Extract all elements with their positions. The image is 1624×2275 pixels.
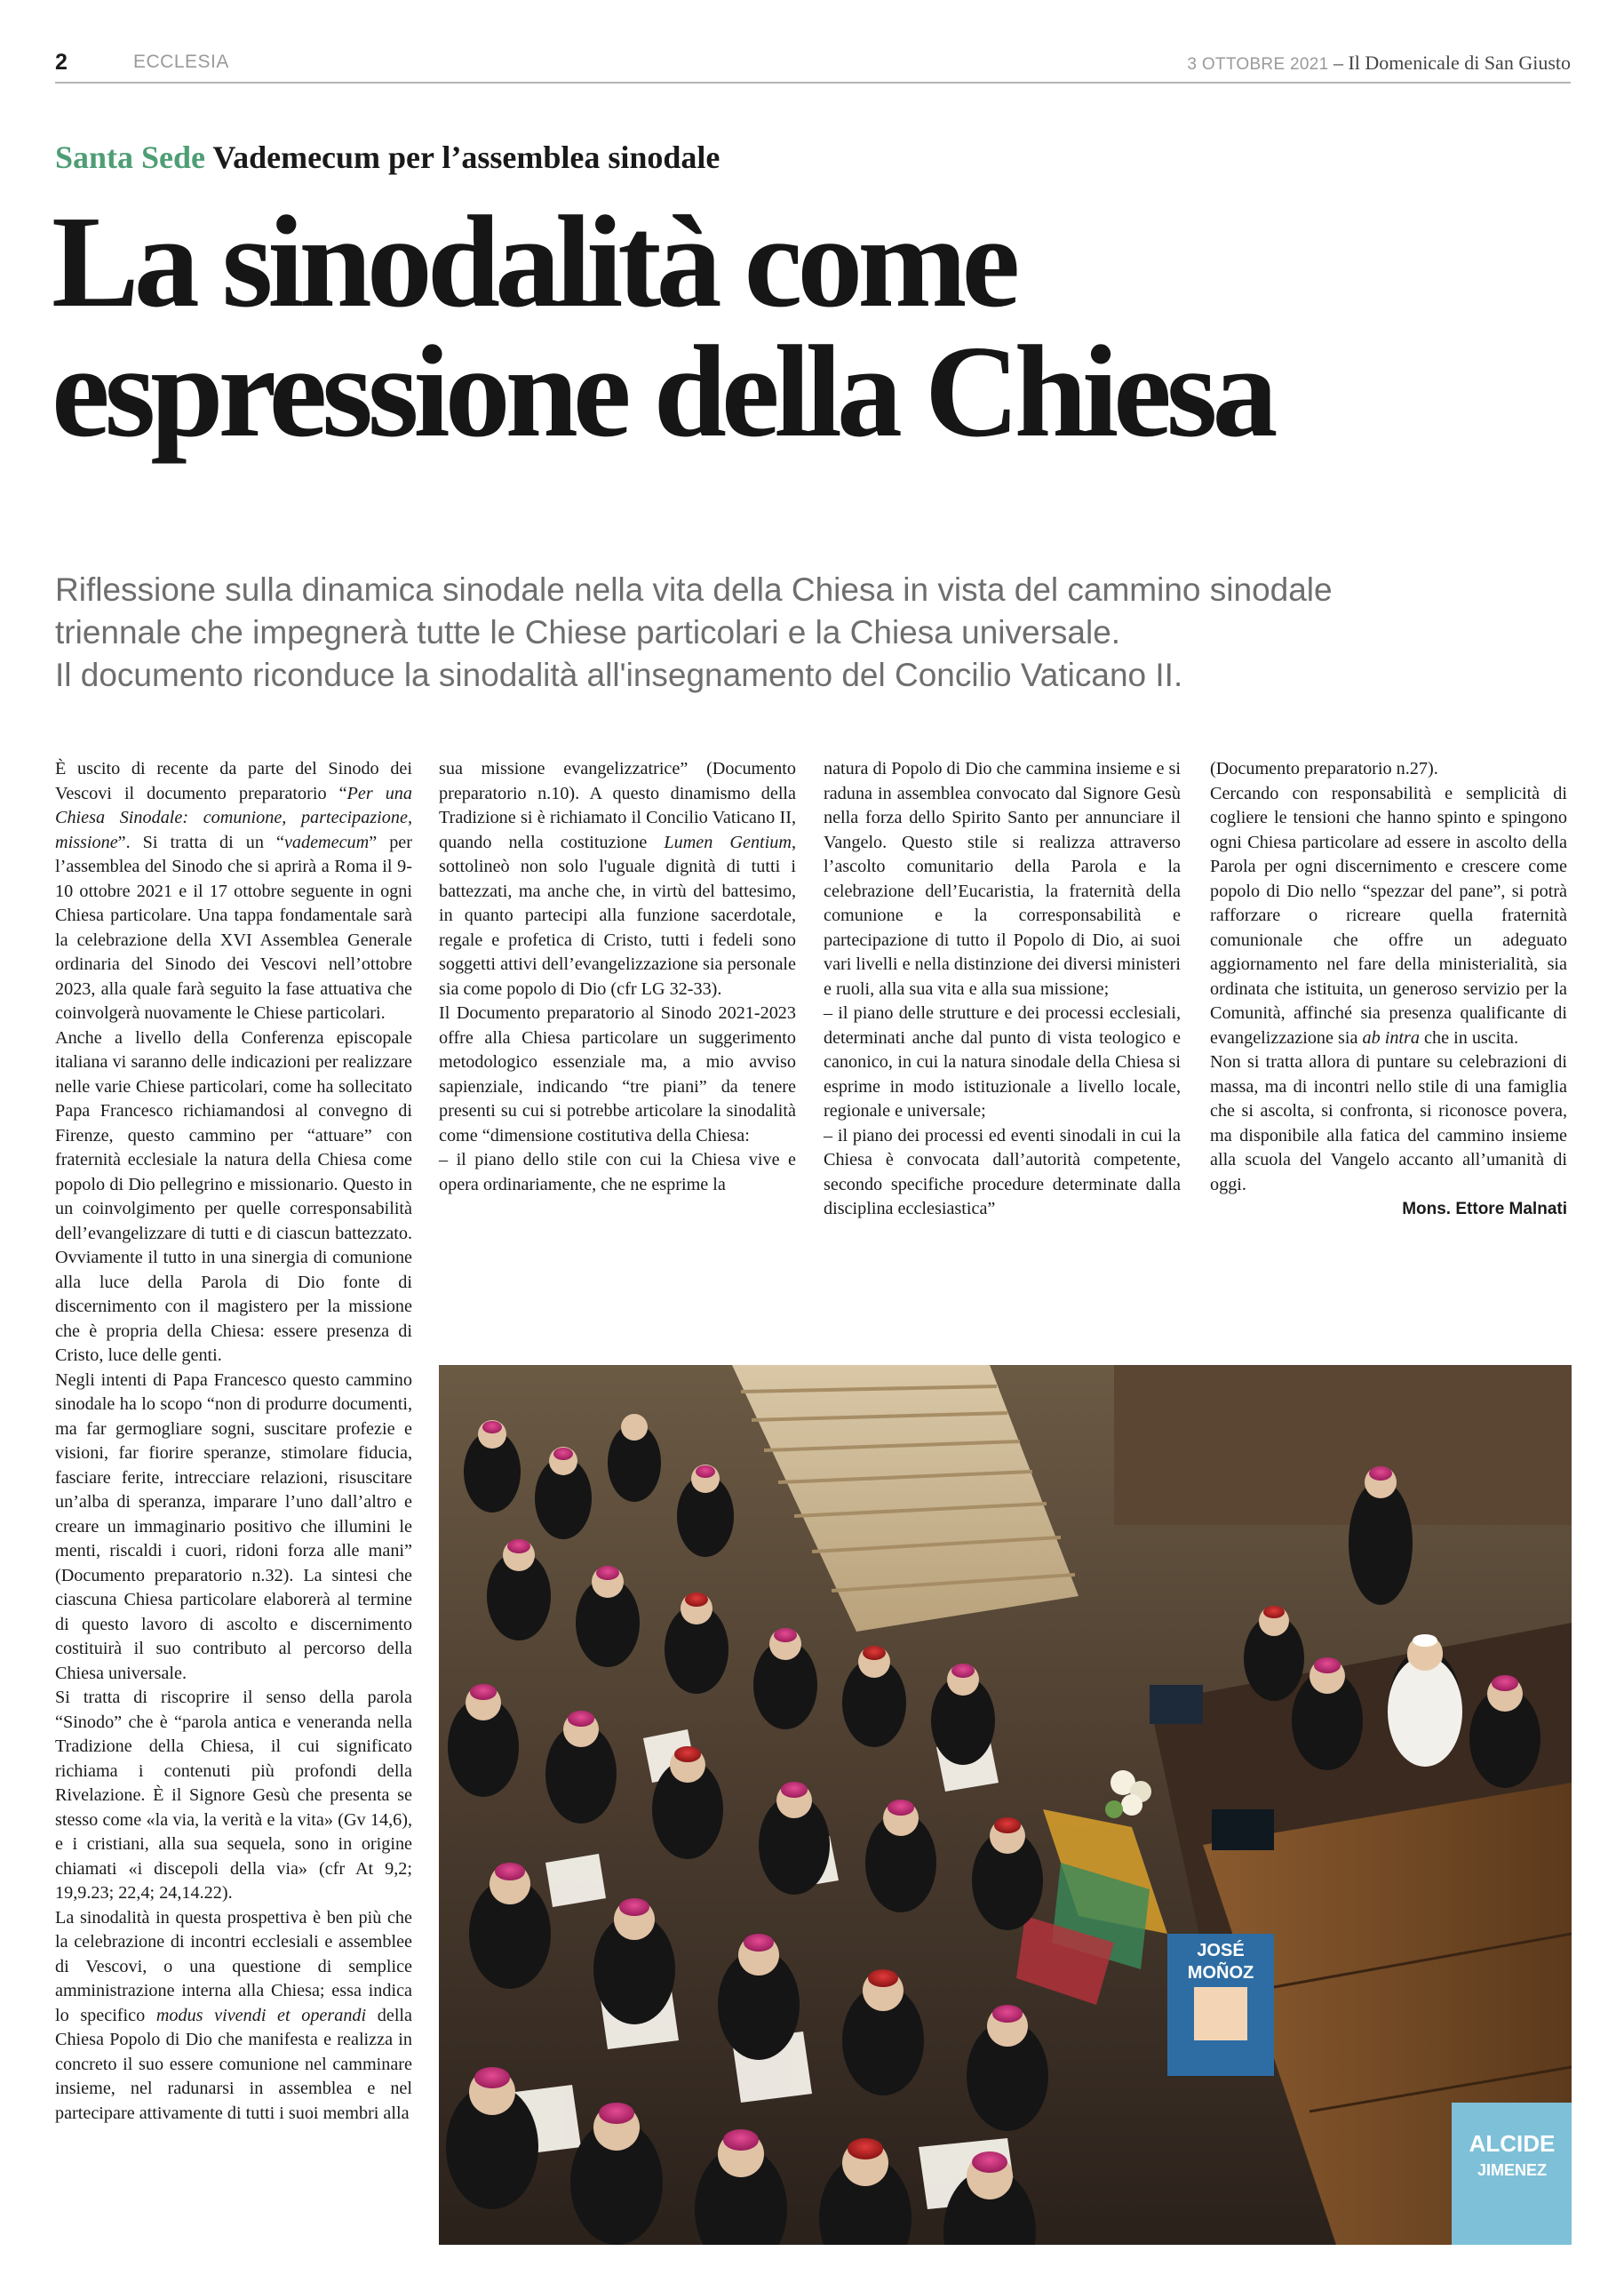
pope-figure xyxy=(1388,1656,1462,1767)
paragraph: Il Documento preparatorio al Sinodo 2021-2023 offre alla Chiesa particolare un suggerimento metodologico essenziale ma, a mio avviso sapienziale, indicando “tre piani” da tenere presenti su cui si potrebbe articolare la sinodalità come “dimensione costitutiva della Chiesa: xyxy=(439,1003,796,1145)
paragraph: Non si tratta allora di puntare su celebrazioni di massa, ma di incontri nello stile di una famiglia che si ascolta, si confronta, si riconosce povera, ma disponibile alla fatica del cammino insieme alla scuola del Vangelo accanto all’umanità di oggi. xyxy=(1210,1052,1567,1194)
text-run: della Chiesa Popolo di Dio che manifesta e realizza in concreto il suo essere comunione nel camminare insieme, nel radunarsi in assemblea e nel partecipare attivamente di tutti i suoi membri alla xyxy=(55,2005,412,2123)
paragraph: (Documento preparatorio n.27). xyxy=(1210,759,1438,778)
gallery xyxy=(1114,1365,1572,1525)
emphasis: modus vivendi et operandi xyxy=(155,2005,367,2025)
paragraph xyxy=(55,757,412,1026)
paragraph: Negli intenti di Papa Francesco questo cammino sinodale ha lo scopo “non di produrre documenti, ma far germogliare sogni, suscitare profezie e visioni, far fiorire speranze, stimolare fiducia, fasciare ferite, intrecciare relazioni, risuscitare un’alba di speranza, imparare l’uno dall’altro e creare un immaginario positivo che illumini le menti, riscaldi i cuori, ridoni forza alle mani” (Documento preparatorio n.32). La sintesi che ciascuna Chiesa particolare elaborerà al termine di questo lavoro di ascolto e discernimento costituirà il suo contributo al percorso della Chiesa universale. xyxy=(55,1369,412,1683)
standfirst-line-1: Riflessione sulla dinamica sinodale nella vita della Chiesa in vista del cammino sinodale xyxy=(55,571,1333,608)
poster-text: JOSÉ xyxy=(1197,1941,1245,1960)
header-issue xyxy=(1187,52,1571,75)
standfirst-line-3: Il documento riconduce la sinodalità all'insegnamento del Concilio Vaticano II. xyxy=(55,657,1183,693)
text-run: ” per l’assemblea del Sinodo che si aprirà a Roma il 9-10 ottobre 2021 e il 17 ottobre seguente in ogni Chiesa particolare. Una tappa fondamentale sarà la celebrazione della XVI Assemblea Generale ordinaria del Sinodo dei Vescovi nell’ottobre 2023, alla quale farà seguito la fase attuativa che coinvolgerà nuovamente le Chiese particolari. xyxy=(55,832,412,1023)
text-run: sua missione evangelizzatrice” (Documento preparatorio n.10). A questo dinamismo della Tradizione si è richiamato il Concilio Vaticano II, quando nella costituzione xyxy=(439,759,796,852)
standfirst xyxy=(55,569,1583,697)
text-run: La sinodalità in questa prospettiva è ben più che la celebrazione di incontri ecclesiali e assemblee di Vescovi, o una questione di semplice amministrazione interna alla Chiesa; essa indica lo specifico xyxy=(55,1907,412,2025)
headline xyxy=(52,189,1597,465)
poster-text: ALCIDE xyxy=(1469,2130,1556,2157)
paragraph: Si tratta di riscoprire il senso della parola “Sinodo” che è “parola antica e veneranda nella Tradizione della Chiesa, il cui significato richiama i contenuti più profondi della Rivelazione. È il Signore Gesù che presenta se stesso come «la via, la verità e la vita» (Gv 14,6), e i cristiani, alla sua sequela, sono in origine chiamati «i discepoli della via» (cfr At 9,2; 19,9.23; 22,4; 24,14.22). xyxy=(55,1688,412,1903)
header-separator: – xyxy=(1328,52,1349,74)
paragraph xyxy=(439,757,796,1002)
poster-text: JIMENEZ xyxy=(1477,2161,1548,2179)
page-header xyxy=(55,48,1571,84)
paragraph xyxy=(55,1906,412,2127)
poster-text: MOÑOZ xyxy=(1187,1963,1254,1983)
text-run: Cercando con responsabilità e semplicità di cogliere le tensioni che hanno spinto e spingono ogni Chiesa particolare ad essere in ascolto della Parola per ogni discernimento e crescere come popolo di Dio nello “spezzar del pane”, si potrà rafforzare o ricreare quella fraternità comunionale che offre un adeguato aggiornamento nel fare della ministerialità, sia ordinata che istituita, un generoso servizio per la Comunità, affinché sia presenza qualificante di evangelizzazione sia xyxy=(1210,783,1567,1048)
monitor xyxy=(1212,1809,1274,1850)
paragraph: Anche a livello della Conferenza episcopale italiana vi saranno delle indicazioni per realizzare nelle varie Chiese particolari, come ha sollecitato Papa Francesco richiamandosi al convegno di Firenze, questo cammino per “attuare” con fraternità ecclesiale la natura della Chiesa come popolo di Dio pellegrino e missionario. Questo in un coinvolgimento per quelle corresponsabilità dell’evangelizzare di tutti e di ciascun battezzato. Ovviamente il tutto in una sinergia di comunione alla luce della Parola di Dio fonte di discernimento con il magistero per la missione che è propria della Chiesa: essere presenza di Cristo, luce delle genti. xyxy=(55,1027,412,1365)
article-column-3 xyxy=(824,757,1181,1222)
document-title: Per una Chiesa Sinodale: comunione, partecipazione, missione xyxy=(55,783,412,852)
emphasis: ab intra xyxy=(1362,1027,1420,1048)
article-column-2 xyxy=(439,757,796,1197)
text-run: che in uscita. xyxy=(1420,1027,1518,1048)
kicker xyxy=(55,139,720,176)
text-run: ”. Si tratta di un “ xyxy=(117,832,284,852)
paragraph: natura di Popolo di Dio che cammina insieme e si raduna in assemblea convocato dal Signore Gesù nella forza dello Spirito Santo per annunciare il Vangelo. Questo stile si realizza attraverso l’ascolto comunitario della Parola e la celebrazione dell’Eucaristia, la fraternità della comunione e la corresponsabilità e partecipazione di tutto il Popolo di Dio, ai suoi vari livelli e nella distinzione dei diversi ministeri e ruoli, alla sua vita e alla sua missione; xyxy=(824,759,1181,999)
synod-assembly-photo xyxy=(439,1365,1572,2245)
kicker-topic: Vademecum per l’assemblea sinodale xyxy=(212,140,720,175)
headline-line-1: La sinodalità come xyxy=(52,189,1015,335)
paragraph: – il piano delle strutture e dei processi ecclesiali, determinati anche dal punto di vista teologico e canonico, in cui la natura sinodale della Chiesa si esprime in modo istituzionale a livello locale, regionale e universale; xyxy=(824,1003,1181,1121)
author-signature: Mons. Ettore Malnati xyxy=(1402,1200,1567,1218)
text-run: , sottolineò non solo l'uguale dignità di tutti i battezzati, ma anche che, in virtù del battesimo, in quanto partecipi alla funzione sacerdotale, regale e profetica di Cristo, tutti i fedeli sono soggetti attivi dell’evangelizzazione sia personale sia come popolo di Dio (cfr LG 32-33). xyxy=(439,832,796,999)
page-number: 2 xyxy=(55,50,68,75)
poster-portrait xyxy=(1194,1987,1247,2040)
paragraph xyxy=(1210,782,1567,1051)
article-column-1 xyxy=(55,757,412,2126)
emphasis: vademecum xyxy=(283,832,370,852)
headline-line-2: espressione della Chiesa xyxy=(52,319,1273,465)
monitor xyxy=(1150,1685,1203,1724)
standfirst-line-2: triennale che impegnerà tutte le Chiese particolari e la Chiesa universale. xyxy=(55,614,1121,651)
section-name: ECCLESIA xyxy=(133,52,229,72)
issue-date: 3 OTTOBRE 2021 xyxy=(1187,55,1329,74)
publication-name: Il Domenicale di San Giusto xyxy=(1348,52,1571,74)
photo-illustration xyxy=(439,1365,1572,2245)
text-run: È uscito di recente da parte del Sinodo dei Vescovi il documento preparatorio “ xyxy=(55,759,412,803)
paragraph: – il piano dei processi ed eventi sinodali in cui la Chiesa è convocata dall’autorità competente, secondo specifiche procedure determinate dalla disciplina ecclesiastica” xyxy=(824,1125,1181,1218)
article-column-4 xyxy=(1210,757,1567,1222)
document-title: Lumen Gentium xyxy=(664,832,792,852)
kicker-category: Santa Sede xyxy=(55,140,206,175)
paragraph: – il piano dello stile con cui la Chiesa vive e opera ordinariamente, che ne esprime la xyxy=(439,1150,796,1194)
